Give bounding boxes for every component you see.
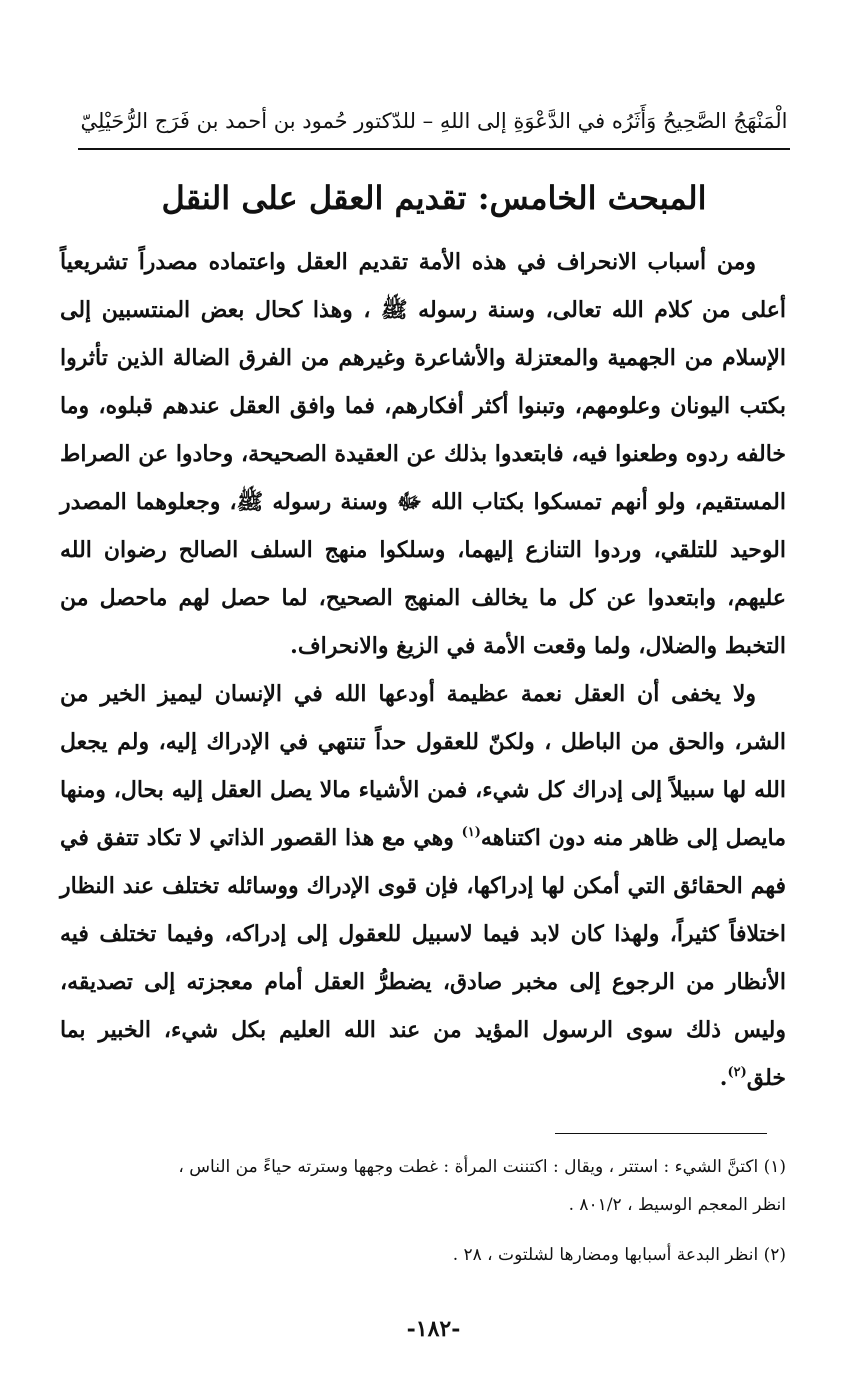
section-title: المبحث الخامس: تقديم العقل على النقل: [161, 179, 707, 217]
footnotes: [60, 1148, 786, 1274]
body-text: [60, 238, 786, 1102]
running-header: الْمَنْهَجُ الصَّحِيحُ وَأَثَرُه في الدَّعْوَةِ إلى اللهِ – للدّكتور حُمود بن أحمد بن فَرَج الرُّحَيْلِيّ: [80, 109, 788, 133]
header-divider: [78, 148, 790, 150]
footnote-ref-2: (٢): [727, 1065, 747, 1080]
paragraph-2-text-a: ولا يخفى أن العقل نعمة عظيمة أودعها الله في الإنسان ليميز الخير من الشر، والحق من الباطل ، ولكنّ للعقول حداً تنتهي في الإدراك إليه، ولم يجعل الله لها سبيلاً إلى إدراك كل شيء، فمن الأشياء مالا يصل العقل إليه بحال، ومنها مايصل إلى ظاهر منه دون اكتناهه: [60, 681, 786, 851]
paragraph-2-end: .: [719, 1065, 728, 1091]
paragraph-1: ومن أسباب الانحراف في هذه الأمة تقديم العقل واعتماده مصدراً تشريعياً أعلى من كلام الله تعالى، وسنة رسوله ﷺ ، وهذا كحال بعض المنتسبين إلى الإسلام من الجهمية والمعتزلة والأشاعرة وغيرهم من الفرق الضالة الذين تأثروا بكتب اليونان وعلومهم، وتبنوا أكثر أفكارهم، فما وافق العقل عندهم قبلوه، وما خالفه ردوه وطعنوا فيه، فابتعدوا بذلك عن العقيدة الصحيحة، وحادوا عن الصراط المستقيم، ولو أنهم تمسكوا بكتاب الله ﷻ وسنة رسوله ﷺ، وجعلوهما المصدر الوحيد للتلقي، وردوا التنازع إليهما، وسلكوا منهج السلف الصالح رضوان الله عليهم، وابتعدوا عن كل ما يخالف المنهج الصحيح، لما حصل لهم ماحصل من التخبط والضلال، ولما وقعت الأمة في الزيغ والانحراف.: [60, 249, 786, 659]
footnote-1-line-2: انظر المعجم الوسيط ، ٨٠١/٢ .: [568, 1195, 786, 1215]
footnote-ref-1: (١): [461, 825, 481, 840]
paragraph-2-text-b: وهي مع هذا القصور الذاتي لا تكاد تتفق في فهم الحقائق التي أمكن لها إدراكها، فإن قوى الإدراك ووسائله تختلف عند النظار اختلافاً كثيراً، ولهذا كان لابد فيما لاسبيل للعقول إلى إدراكه، وفيما تختلف فيه الأنظار من الرجوع إلى مخبر صادق، يضطرُّ العقل أمام معجزته إلى تصديقه، وليس ذلك سوى الرسول المؤيد من عند الله العليم بكل شيء، الخبير بما خلق: [60, 825, 786, 1091]
footnote-2: (٢) انظر البدعة أسبابها ومضارها لشلتوت ، ٢٨ .: [452, 1245, 786, 1265]
page-number: -١٨٢-: [406, 1316, 461, 1342]
paragraph-2: [60, 670, 786, 1102]
footnote-divider: [555, 1133, 767, 1134]
footnote-1-line-1: (١) اكتنَّ الشيء : استتر ، ويقال : اكتننت المرأة : غطت وجهها وسترته حياءً من الناس ،: [178, 1157, 786, 1177]
